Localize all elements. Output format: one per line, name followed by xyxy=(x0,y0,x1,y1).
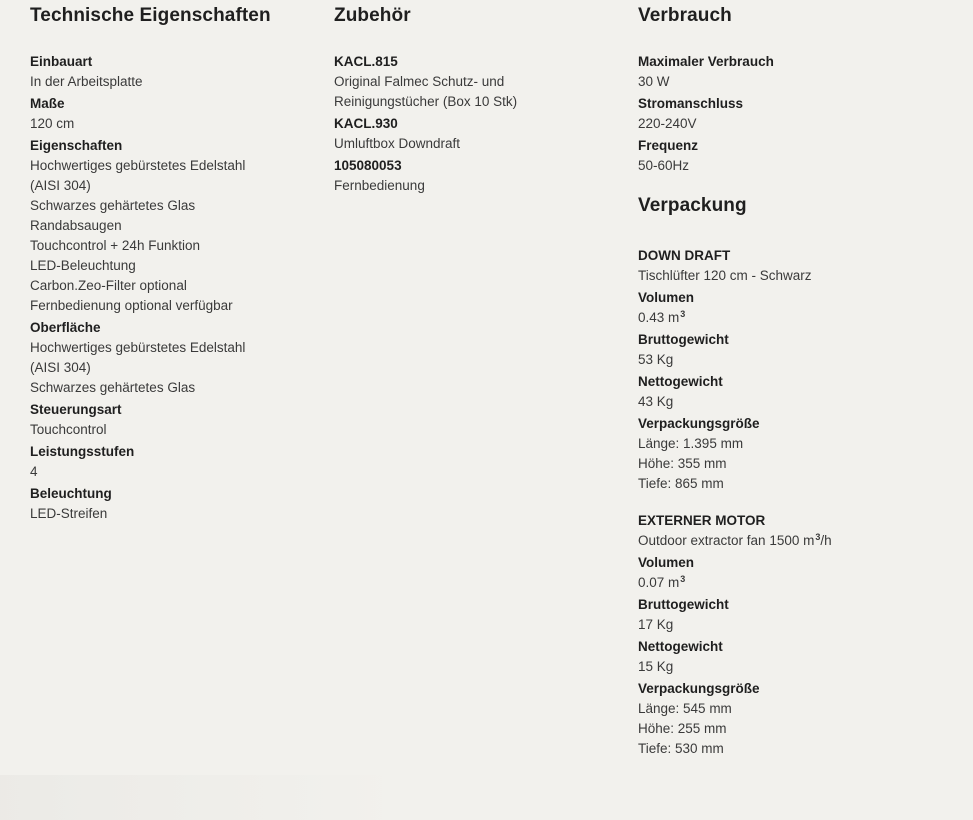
spec-value xyxy=(638,308,938,328)
consumption-item-max xyxy=(638,52,938,92)
spec-value: 43 Kg xyxy=(638,394,674,409)
accessory-code: KACL.815 xyxy=(334,54,398,69)
accessory-item-kacl815 xyxy=(334,52,634,112)
packaging-downdraft xyxy=(638,246,938,494)
accessory-description: Reinigungstücher (Box 10 Stk) xyxy=(334,94,518,109)
spec-value: Carbon.Zeo-Filter optional xyxy=(30,278,187,293)
spec-label: Leistungsstufen xyxy=(30,444,135,459)
spec-value: Randabsaugen xyxy=(30,218,122,233)
spec-value: (AISI 304) xyxy=(30,178,91,193)
spec-value: LED-Beleuchtung xyxy=(30,258,136,273)
spec-item-einbauart xyxy=(30,52,330,92)
accessory-item-kacl930 xyxy=(334,114,634,154)
spec-value: 30 W xyxy=(638,74,670,89)
technical-column xyxy=(30,0,330,524)
spec-label: Stromanschluss xyxy=(638,96,744,111)
spec-label: Volumen xyxy=(638,555,695,570)
accessories-title: Zubehör xyxy=(334,5,411,26)
spec-value xyxy=(638,573,938,593)
spec-value: Länge: 1.395 mm xyxy=(638,436,744,451)
spec-value: 17 Kg xyxy=(638,617,674,632)
package-title: EXTERNER MOTOR xyxy=(638,513,766,528)
package-subtitle: Tischlüfter 120 cm - Schwarz xyxy=(638,268,812,283)
spec-item-masse xyxy=(30,94,330,134)
accessory-item-105080053 xyxy=(334,156,634,196)
spec-label: Verpackungsgröße xyxy=(638,416,760,431)
spec-item-beleuchtung xyxy=(30,484,330,524)
accessory-description: Original Falmec Schutz- und xyxy=(334,74,505,89)
spec-value: Tiefe: 865 mm xyxy=(638,476,724,491)
unit-superscript: 3 xyxy=(680,574,686,584)
spec-label: Oberfläche xyxy=(30,320,101,335)
spec-value: Länge: 545 mm xyxy=(638,701,732,716)
spec-label: Einbauart xyxy=(30,54,93,69)
accessory-description: Umluftbox Downdraft xyxy=(334,136,461,151)
spec-value: 50-60Hz xyxy=(638,158,690,173)
spec-label: Maximaler Verbrauch xyxy=(638,54,774,69)
accessory-code: KACL.930 xyxy=(334,116,398,131)
spec-label: Frequenz xyxy=(638,138,699,153)
spec-label: Nettogewicht xyxy=(638,374,723,389)
spec-value: 220-240V xyxy=(638,116,697,131)
package-title: DOWN DRAFT xyxy=(638,248,731,263)
spec-value: Fernbedienung optional verfügbar xyxy=(30,298,233,313)
packaging-motor xyxy=(638,511,938,759)
spec-value: Touchcontrol + 24h Funktion xyxy=(30,238,200,253)
bottom-fade-overlay xyxy=(0,775,400,820)
spec-value: 15 Kg xyxy=(638,659,674,674)
technical-list xyxy=(30,52,330,524)
consumption-title: Verbrauch xyxy=(638,5,732,26)
technical-title: Technische Eigenschaften xyxy=(30,5,271,26)
spec-label: Eigenschaften xyxy=(30,138,123,153)
accessories-column xyxy=(334,0,634,196)
spec-value: Touchcontrol xyxy=(30,422,107,437)
accessories-list xyxy=(334,52,634,196)
subtitle-text: Outdoor extractor fan 1500 m xyxy=(638,533,815,548)
volume-value: 0.43 m xyxy=(638,310,680,325)
spec-label: Steuerungsart xyxy=(30,402,122,417)
spec-value: In der Arbeitsplatte xyxy=(30,74,143,89)
accessory-code: 105080053 xyxy=(334,158,402,173)
spec-value: 4 xyxy=(30,464,38,479)
package-subtitle xyxy=(638,531,938,551)
spec-value: Hochwertiges gebürstetes Edelstahl xyxy=(30,340,246,355)
spec-value: LED-Streifen xyxy=(30,506,108,521)
spec-item-steuerungsart xyxy=(30,400,330,440)
spec-label: Bruttogewicht xyxy=(638,597,729,612)
spec-value: Hochwertiges gebürstetes Edelstahl xyxy=(30,158,246,173)
spec-value: (AISI 304) xyxy=(30,360,91,375)
unit-superscript: 3 xyxy=(815,532,821,542)
spec-value: Schwarzes gehärtetes Glas xyxy=(30,198,196,213)
consumption-list xyxy=(638,52,938,176)
spec-label: Verpackungsgröße xyxy=(638,681,760,696)
packaging-title: Verpackung xyxy=(638,195,747,216)
spec-value: 53 Kg xyxy=(638,352,674,367)
spec-label: Nettogewicht xyxy=(638,639,723,654)
spec-value: Höhe: 255 mm xyxy=(638,721,727,736)
subtitle-unit: /h xyxy=(820,533,832,548)
consumption-item-frequency xyxy=(638,136,938,176)
spec-value: Höhe: 355 mm xyxy=(638,456,727,471)
spec-value: 120 cm xyxy=(30,116,75,131)
spec-item-eigenschaften xyxy=(30,136,330,316)
spec-value: Schwarzes gehärtetes Glas xyxy=(30,380,196,395)
spec-label: Bruttogewicht xyxy=(638,332,729,347)
accessory-description: Fernbedienung xyxy=(334,178,425,193)
spec-label: Volumen xyxy=(638,290,695,305)
spec-item-leistungsstufen xyxy=(30,442,330,482)
unit-superscript: 3 xyxy=(680,309,686,319)
consumption-item-power xyxy=(638,94,938,134)
consumption-packaging-column xyxy=(638,0,938,759)
volume-value: 0.07 m xyxy=(638,575,680,590)
spec-label: Beleuchtung xyxy=(30,486,112,501)
spec-label: Maße xyxy=(30,96,65,111)
spec-value: Tiefe: 530 mm xyxy=(638,741,724,756)
spec-item-oberflaeche xyxy=(30,318,330,398)
